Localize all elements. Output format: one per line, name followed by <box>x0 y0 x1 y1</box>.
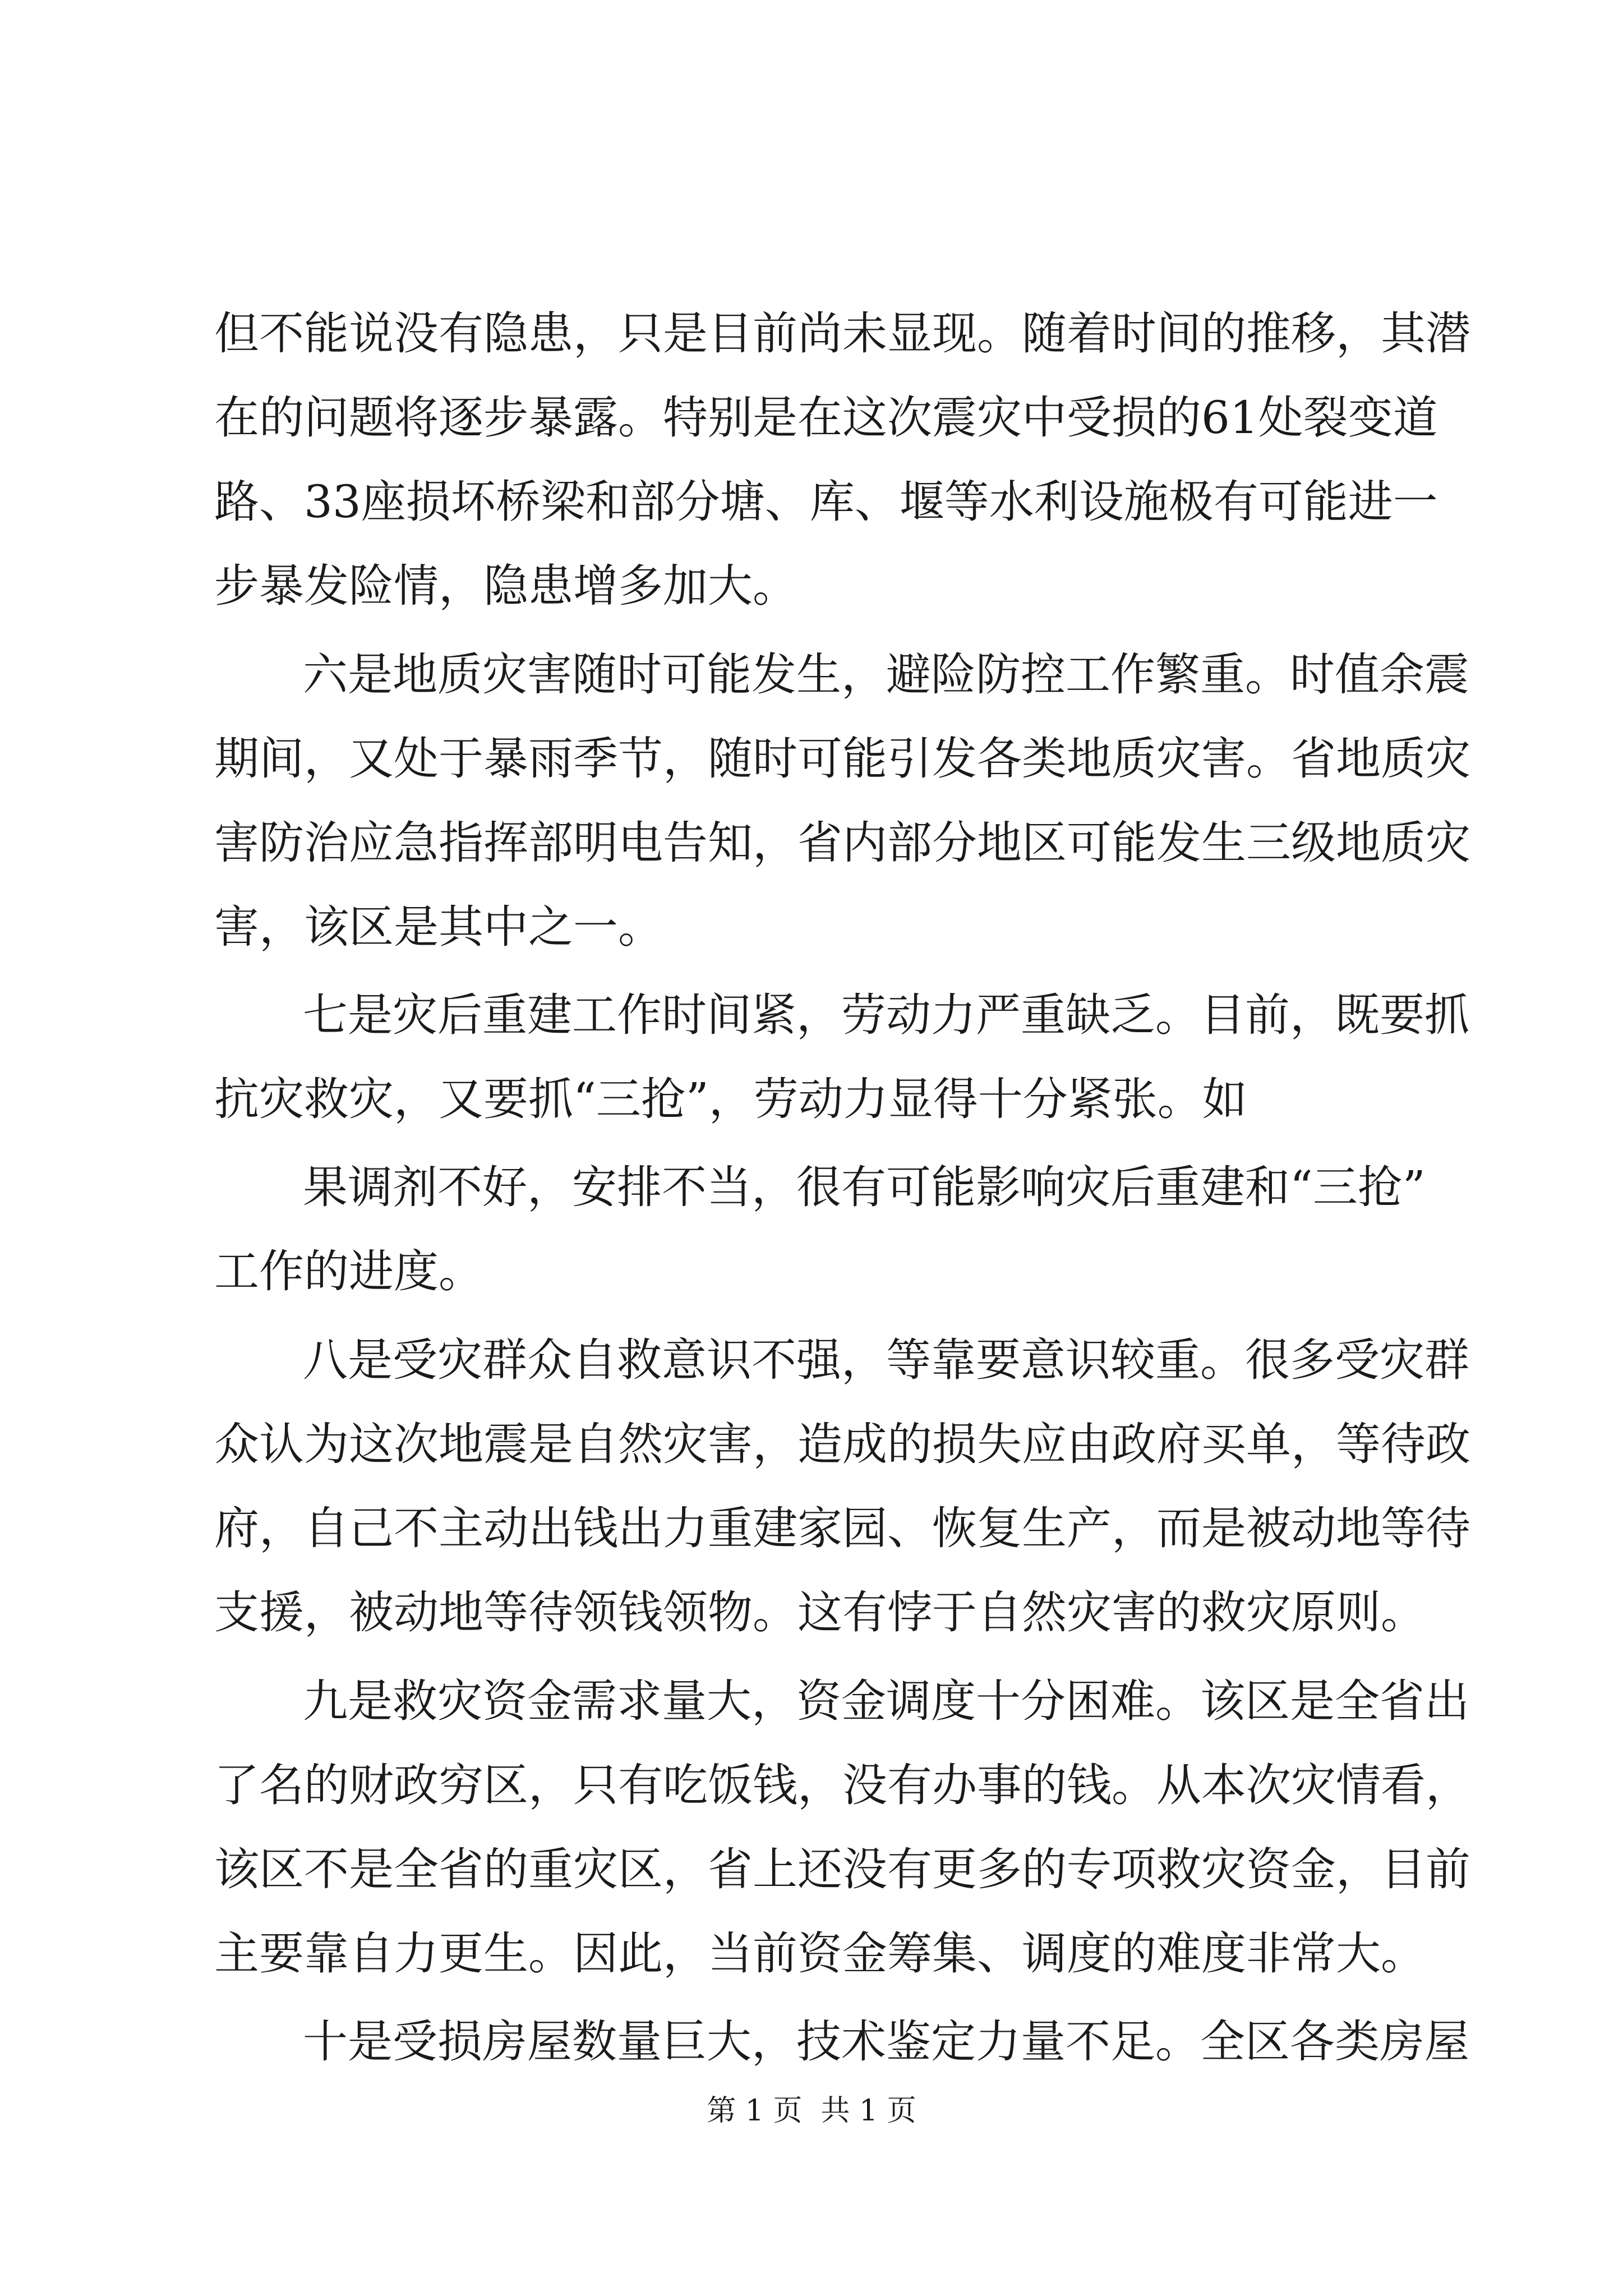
text-line-4: 步暴发险情，隐患增多加大。 <box>214 560 797 612</box>
text-line-15: 府，自己不主动出钱出力重建家园、恢复生产，而是被动地等待 <box>214 1502 1470 1554</box>
text-line-14: 众认为这次地震是自然灾害，造成的损失应由政府买单，等待政 <box>214 1418 1470 1470</box>
text-line-18: 了名的财政穷区，只有吃饭钱，没有办事的钱。从本次灾情看， <box>214 1759 1470 1811</box>
text-line-8: 害，该区是其中之一。 <box>214 901 663 953</box>
text-line-20: 主要靠自力更生。因此，当前资金筹集、调度的难度非常大。 <box>214 1927 1426 1980</box>
text-line-3: 路、33座损坏桥梁和部分塘、库、堰等水利设施极有可能进一 <box>214 476 1438 528</box>
text-line-2: 在的问题将逐步暴露。特别是在这次震灾中受损的61处裂变道 <box>214 392 1438 444</box>
page-footer: 第 1 页 共 1 页 <box>707 2094 916 2128</box>
text-line-21: 十是受损房屋数量巨大，技术鉴定力量不足。全区各类房屋 <box>303 2016 1469 2068</box>
text-line-6: 期间，又处于暴雨季节，随时可能引发各类地质灾害。省地质灾 <box>214 733 1470 785</box>
text-line-19: 该区不是全省的重灾区，省上还没有更多的专项救灾资金，目前 <box>214 1843 1470 1895</box>
text-line-17: 九是救灾资金需求量大，资金调度十分困难。该区是全省出 <box>303 1675 1469 1727</box>
text-line-16: 支援，被动地等待领钱领物。这有悖于自然灾害的救灾原则。 <box>214 1586 1426 1639</box>
text-line-1: 但不能说没有隐患，只是目前尚未显现。随着时间的推移，其潜 <box>214 307 1470 360</box>
text-line-5: 六是地质灾害随时可能发生，避险防控工作繁重。时值余震 <box>303 648 1469 701</box>
text-line-12: 工作的进度。 <box>214 1245 483 1297</box>
text-line-9: 七是灾后重建工作时间紧，劳动力严重缺乏。目前，既要抓 <box>303 989 1469 1041</box>
text-line-7: 害防治应急指挥部明电告知，省内部分地区可能发生三级地质灾 <box>214 817 1470 869</box>
text-line-10: 抗灾救灾，又要抓“三抢”，劳动力显得十分紧张。如 <box>214 1073 1247 1125</box>
text-line-11: 果调剂不好，安排不当，很有可能影响灾后重建和“三抢” <box>303 1161 1426 1213</box>
text-line-13: 八是受灾群众自救意识不强，等靠要意识较重。很多受灾群 <box>303 1334 1469 1386</box>
